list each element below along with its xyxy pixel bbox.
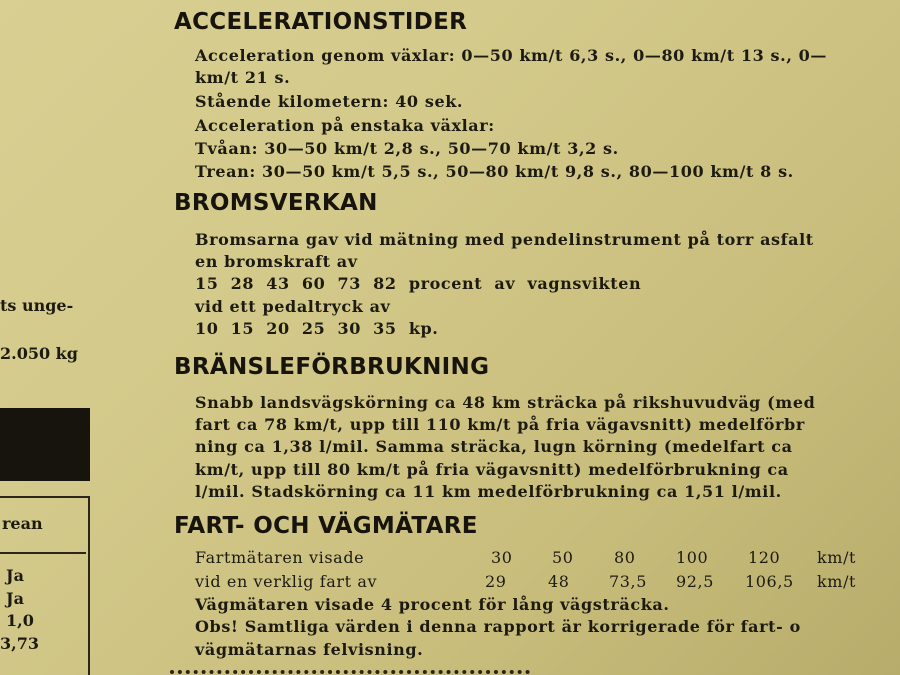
left-table-cell: 3,73 xyxy=(0,634,39,653)
acceleration-line: Acceleration på enstaka växlar: xyxy=(195,116,495,135)
brakes-line: en bromskraft av xyxy=(195,252,358,271)
brakes-line: Bromsarna gav vid mätning med pendelinstrument på torr asfalt xyxy=(195,230,814,249)
acceleration-line: Tvåan: 30—50 km/t 2,8 s., 50—70 km/t 3,2 s. xyxy=(195,139,619,158)
cut-off-next-heading xyxy=(170,664,550,675)
speedo-value: 50 xyxy=(552,548,574,567)
left-text-line: 2.050 kg xyxy=(0,344,78,363)
speedo-row-label: Fartmätaren visade xyxy=(195,548,365,567)
left-text-line: ts unge- xyxy=(0,296,74,315)
acceleration-line: Stående kilometern: 40 sek. xyxy=(195,92,464,111)
left-table-header: rean xyxy=(2,514,43,533)
speedo-value: 30 xyxy=(491,548,513,567)
fuel-line: Snabb landsvägskörning ca 48 km sträcka på rikshuvudväg (med xyxy=(195,393,816,412)
section-heading-fuel: BRÄNSLEFÖRBRUKNING xyxy=(174,354,490,380)
section-heading-speedometer: FART- OCH VÄGMÄTARE xyxy=(174,513,478,539)
fuel-line: km/t, upp till 80 km/t på fria vägavsnitt) medelförbrukning ca xyxy=(195,460,789,479)
speedo-value: 73,5 xyxy=(609,572,648,591)
speedo-value: 120 xyxy=(748,548,781,567)
acceleration-line: km/t 21 s. xyxy=(195,68,291,87)
speedo-unit: km/t xyxy=(817,548,857,567)
speedo-value: 29 xyxy=(485,572,507,591)
brakes-line: vid ett pedaltryck av xyxy=(195,297,391,316)
brakes-line: 15 28 43 60 73 82 procent av vagnsvikten xyxy=(195,274,642,293)
left-table-cell: 1,0 xyxy=(6,611,34,630)
speedo-line: Vägmätaren visade 4 procent för lång vägsträcka. xyxy=(195,595,670,614)
fuel-line: fart ca 78 km/t, upp till 110 km/t på fria vägavsnitt) medelförbr xyxy=(195,415,805,434)
speedo-row-label: vid en verklig fart av xyxy=(195,572,378,591)
fuel-line: ning ca 1,38 l/mil. Samma sträcka, lugn körning (medelfart ca xyxy=(195,437,793,456)
speedo-line: Obs! Samtliga värden i denna rapport är korrigerade för fart- o xyxy=(195,617,801,636)
speedo-value: 106,5 xyxy=(745,572,794,591)
brakes-line: 10 15 20 25 30 35 kp. xyxy=(195,319,439,338)
speedo-line: vägmätarnas felvisning. xyxy=(195,640,424,659)
speedo-value: 92,5 xyxy=(676,572,715,591)
speedo-value: 100 xyxy=(676,548,709,567)
left-table-cell: Ja xyxy=(6,589,24,608)
section-heading-brakes: BROMSVERKAN xyxy=(174,190,378,216)
fuel-line: l/mil. Stadskörning ca 11 km medelförbrukning ca 1,51 l/mil. xyxy=(195,482,782,501)
speedo-unit: km/t xyxy=(817,572,857,591)
acceleration-line: Trean: 30—50 km/t 5,5 s., 50—80 km/t 9,8 s., 80—100 km/t 8 s. xyxy=(195,162,794,181)
left-table-cell: Ja xyxy=(6,566,24,585)
acceleration-line: Acceleration genom växlar: 0—50 km/t 6,3 s., 0—80 km/t 13 s., 0— xyxy=(195,46,827,65)
section-heading-acceleration: ACCELERATIONSTIDER xyxy=(174,9,468,35)
speedo-value: 48 xyxy=(548,572,570,591)
speedo-value: 80 xyxy=(614,548,636,567)
